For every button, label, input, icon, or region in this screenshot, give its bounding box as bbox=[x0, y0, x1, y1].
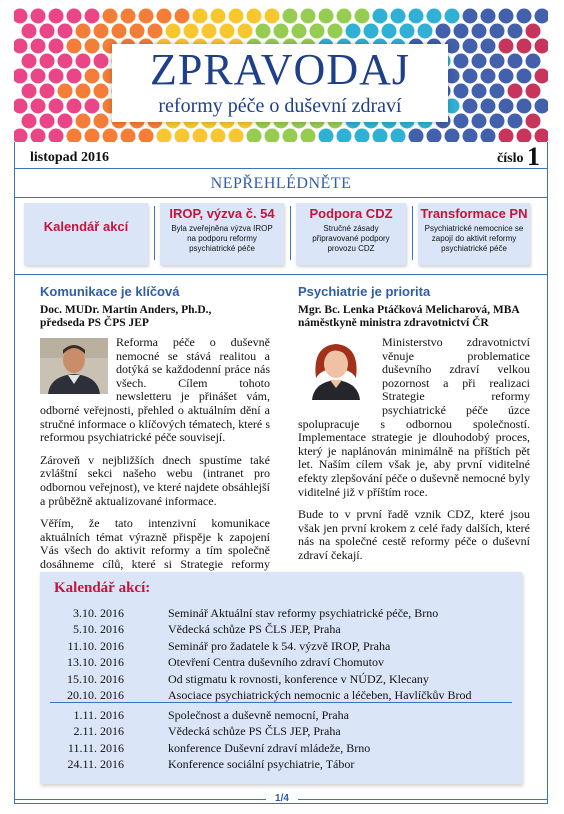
calendar-event[interactable] bbox=[40, 672, 522, 687]
divider bbox=[14, 197, 548, 198]
calendar-event[interactable] bbox=[40, 622, 522, 637]
banner-dot bbox=[400, 24, 415, 39]
event-title: Seminář pro žadatele k 54. výzvě IROP, Praha bbox=[168, 638, 391, 653]
calendar-title: Kalendář akcí: bbox=[54, 580, 151, 596]
article-paragraph: Věřím, že tato intenzivní komunikace aktuálních témat výrazně přispěje k zapojení Vás všech do aktivit reformy a tím společně dosáhneme cílů, které si Strategie reformy bbox=[40, 516, 270, 571]
banner-dot bbox=[490, 24, 505, 39]
card-title: IROP, výzva č. 54 bbox=[169, 206, 275, 221]
banner-dot bbox=[202, 24, 217, 39]
banner-dot bbox=[166, 24, 181, 39]
banner-dot bbox=[328, 24, 343, 39]
banner-dot bbox=[139, 9, 154, 24]
banner-dot bbox=[157, 9, 172, 24]
event-title: Vědecká schůze PS ČLS JEP, Praha bbox=[168, 622, 341, 637]
banner-dot bbox=[85, 39, 100, 54]
author-photo-woman bbox=[298, 338, 374, 400]
banner-dot bbox=[94, 114, 109, 129]
banner-dot bbox=[472, 84, 487, 99]
card-text: Byla zveřejněna výzva IROP na podporu reformy psychiatrické péče bbox=[171, 224, 273, 253]
banner-dot bbox=[193, 9, 208, 24]
banner-dot bbox=[409, 9, 424, 24]
card-title: Transformace PN bbox=[420, 206, 528, 221]
banner-dot bbox=[49, 9, 64, 24]
banner-dot bbox=[22, 24, 37, 39]
banner-dot bbox=[76, 24, 91, 39]
banner-dot bbox=[310, 24, 325, 39]
banner-dot bbox=[292, 24, 307, 39]
banner-dot bbox=[238, 24, 253, 39]
banner-dot bbox=[526, 54, 541, 69]
article-byline bbox=[298, 304, 530, 330]
banner-dot bbox=[481, 99, 496, 114]
banner-dot bbox=[355, 9, 370, 24]
banner-dot bbox=[346, 24, 361, 39]
event-title: Otevření Centra duševního zdraví Chomutov bbox=[168, 655, 384, 670]
byline-role: náměstkyně ministra zdravotnictví ČR bbox=[298, 317, 489, 329]
banner-dot bbox=[94, 84, 109, 99]
banner-dot bbox=[526, 114, 541, 129]
banner-dot bbox=[40, 114, 55, 129]
newsletter-title: ZPRAVODAJ bbox=[149, 45, 411, 94]
issue-row bbox=[30, 142, 540, 171]
card-separator bbox=[412, 206, 413, 260]
banner-dot bbox=[58, 114, 73, 129]
banner-dot bbox=[463, 99, 478, 114]
banner-dot bbox=[283, 9, 298, 24]
banner-dot bbox=[490, 54, 505, 69]
card-text: Psychiatrické nemocnice se zapojí do aktivit reformy psychiatrické péče bbox=[424, 224, 524, 253]
banner-dot bbox=[229, 9, 244, 24]
issue-date: listopad 2016 bbox=[30, 150, 109, 165]
banner-dot bbox=[391, 9, 406, 24]
event-title: Konference sociální psychiatrie, Tábor bbox=[168, 757, 355, 772]
banner-dot bbox=[265, 9, 280, 24]
article-paragraph: Zároveň v nejbližších dnech spustíme také zvláštní sekci našeho webu (intranet pro odbornou veřejnost), ve které najdete obsáhlejší a průběžně aktualizované informace. bbox=[40, 452, 270, 508]
banner-dot bbox=[364, 24, 379, 39]
calendar-event[interactable] bbox=[40, 757, 522, 772]
banner-dot bbox=[31, 9, 46, 24]
calendar-event[interactable] bbox=[40, 655, 522, 670]
issue-label: číslo bbox=[497, 151, 524, 166]
event-title: Společnost a duševně nemocní, Praha bbox=[168, 708, 349, 722]
section-title: NEPŘEHLÉDNĚTE bbox=[210, 175, 352, 192]
banner-dot bbox=[22, 54, 37, 69]
banner-dot bbox=[499, 9, 514, 24]
banner-dot bbox=[382, 24, 397, 39]
banner-dot bbox=[67, 69, 82, 84]
banner-dot bbox=[481, 39, 496, 54]
banner-dot bbox=[490, 114, 505, 129]
banner-dot bbox=[418, 24, 433, 39]
banner-dot bbox=[85, 99, 100, 114]
banner-dot bbox=[472, 54, 487, 69]
banner-dot bbox=[526, 24, 541, 39]
banner-dot bbox=[508, 54, 523, 69]
card-title: Podpora CDZ bbox=[309, 206, 393, 221]
event-title: Vědecká schůze PS ČLS JEP, Praha bbox=[168, 724, 341, 739]
banner-dot bbox=[373, 9, 388, 24]
banner-dot bbox=[463, 39, 478, 54]
banner-dot bbox=[445, 9, 460, 24]
banner-dot bbox=[517, 9, 532, 24]
event-date: 20.10. 2016 bbox=[67, 688, 124, 702]
banner-dot bbox=[454, 114, 469, 129]
event-calendar bbox=[40, 572, 522, 784]
banner-dot bbox=[508, 114, 523, 129]
banner-dot bbox=[58, 24, 73, 39]
issue-number-value: 1 bbox=[527, 142, 540, 171]
event-date: 24.11. 2016 bbox=[67, 757, 124, 772]
banner-dot bbox=[76, 84, 91, 99]
divider bbox=[14, 274, 548, 275]
event-title: Seminář Aktuální stav reformy psychiatrické péče, Brno bbox=[168, 606, 439, 620]
banner-dot bbox=[58, 54, 73, 69]
banner-dot bbox=[40, 84, 55, 99]
banner-dot bbox=[481, 9, 496, 24]
banner-dot bbox=[121, 9, 136, 24]
banner-dot bbox=[436, 24, 451, 39]
banner-dot bbox=[472, 24, 487, 39]
card-calendar[interactable] bbox=[24, 203, 148, 265]
article-paragraph: Bude to v první řadě vznik CDZ, které jsou však jen první krokem z celé řady dalších, které nás na společné cestě reformy péče o duševní zdraví čekají. bbox=[298, 507, 530, 562]
banner-dot bbox=[76, 114, 91, 129]
byline-role: předseda PS ČPS JEP bbox=[40, 317, 149, 329]
banner-dot bbox=[427, 9, 442, 24]
card-cdz[interactable] bbox=[296, 203, 406, 265]
banner-dot bbox=[301, 9, 316, 24]
event-date: 2.11. 2016 bbox=[73, 724, 124, 739]
article-right bbox=[298, 284, 530, 572]
title-box bbox=[112, 44, 448, 122]
banner-dot bbox=[454, 54, 469, 69]
event-date: 11.10. 2016 bbox=[67, 638, 124, 653]
banner-dot bbox=[454, 24, 469, 39]
card-separator bbox=[290, 206, 291, 260]
banner-dot bbox=[211, 9, 226, 24]
banner-dot bbox=[58, 84, 73, 99]
banner-dot bbox=[499, 39, 514, 54]
banner-dot bbox=[85, 69, 100, 84]
newsletter-subtitle: reformy péče o duševní zdraví bbox=[158, 95, 402, 117]
banner-dot bbox=[517, 99, 532, 114]
author-photo-man bbox=[40, 338, 108, 394]
event-date: 5.10. 2016 bbox=[73, 622, 124, 637]
divider bbox=[14, 168, 548, 169]
event-date: 15.10. 2016 bbox=[67, 671, 124, 686]
banner-dot bbox=[517, 39, 532, 54]
article-byline bbox=[40, 304, 270, 330]
banner-dot bbox=[22, 114, 37, 129]
banner-dot bbox=[481, 69, 496, 84]
banner-dot bbox=[337, 9, 352, 24]
article-left bbox=[40, 284, 270, 594]
banner-dot bbox=[67, 99, 82, 114]
banner-dot bbox=[94, 24, 109, 39]
byline-name: Doc. MUDr. Martin Anders, Ph.D., bbox=[40, 304, 212, 316]
banner-dot bbox=[499, 99, 514, 114]
banner-dot bbox=[274, 24, 289, 39]
article-heading: Komunikace je klíčová bbox=[40, 284, 180, 299]
calendar-event[interactable] bbox=[40, 741, 522, 756]
banner-dot bbox=[76, 54, 91, 69]
banner-dot bbox=[256, 24, 271, 39]
calendar-event[interactable] bbox=[40, 708, 522, 723]
event-date: 11.11. 2016 bbox=[67, 740, 124, 755]
banner-dot bbox=[31, 69, 46, 84]
banner-dot bbox=[49, 69, 64, 84]
banner-dot bbox=[22, 84, 37, 99]
event-date: 1.11. 2016 bbox=[73, 708, 124, 722]
banner-dot bbox=[247, 9, 262, 24]
card-irop[interactable] bbox=[160, 203, 284, 265]
calendar-divider bbox=[50, 702, 512, 703]
banner-dot bbox=[490, 84, 505, 99]
calendar-event[interactable] bbox=[40, 606, 522, 621]
event-title: konference Duševní zdraví mládeže, Brno bbox=[168, 740, 371, 755]
card-pn[interactable] bbox=[418, 203, 530, 265]
event-title: Od stigmatu k rovnosti, konference v NÚDZ, Klecany bbox=[168, 671, 429, 686]
event-date: 3.10. 2016 bbox=[73, 606, 124, 620]
banner-dot bbox=[40, 54, 55, 69]
banner-dot bbox=[103, 9, 118, 24]
banner-dot bbox=[463, 69, 478, 84]
event-title: Asociace psychiatrických nemocnic a léčeben, Havlíčkův Brod bbox=[168, 688, 472, 702]
banner-dot bbox=[94, 54, 109, 69]
banner-dot bbox=[49, 39, 64, 54]
banner-dot bbox=[184, 24, 199, 39]
banner-dot bbox=[85, 9, 100, 24]
article-heading: Psychiatrie je priorita bbox=[298, 284, 431, 299]
banner-dot bbox=[220, 24, 235, 39]
article-paragraph: Reforma péče o duševně nemocné se stává realitou a dotýká se každodenní práce nás všech. Cílem tohoto newsletteru je přinášet vám, odborné veřejnosti, přehled o aktuálním dění a stručné informace o klíčových tématech, které s reformou psychiatrické péče souvisejí. bbox=[40, 335, 270, 445]
banner-dot bbox=[49, 99, 64, 114]
banner-dot bbox=[517, 69, 532, 84]
banner-dot bbox=[463, 9, 478, 24]
banner-dot bbox=[31, 99, 46, 114]
card-title: Kalendář akcí bbox=[43, 219, 129, 234]
banner-dot bbox=[526, 84, 541, 99]
banner-dot bbox=[454, 84, 469, 99]
calendar-event[interactable] bbox=[40, 639, 522, 654]
banner-dot bbox=[67, 9, 82, 24]
banner-dot bbox=[319, 9, 334, 24]
page-number: 1/4 bbox=[275, 793, 289, 804]
banner-dot bbox=[130, 24, 145, 39]
event-date: 13.10. 2016 bbox=[67, 655, 124, 670]
banner-dot bbox=[40, 24, 55, 39]
article-paragraph: Ministerstvo zdravotnictví věnuje problematice duševního zdraví velkou pozornost a při realizaci Strategie reformy psychiatrické péče úzce spolupracuje s odbornou společností. Implementace strategie je dlouhodobý proces, který je naplánován minimálně na příštích pět let. Naším cílem však je, aby první viditelné efekty zlepšování péče o duševně nemocné byly viditelné již v příštím roce. bbox=[298, 335, 530, 499]
banner-dot bbox=[175, 9, 190, 24]
byline-name: Mgr. Bc. Lenka Ptáčková Melicharová, MBA bbox=[298, 304, 520, 316]
banner-dot bbox=[67, 39, 82, 54]
banner-dot bbox=[508, 84, 523, 99]
banner-dot bbox=[472, 114, 487, 129]
calendar-event[interactable] bbox=[40, 724, 522, 739]
banner-dot bbox=[31, 39, 46, 54]
calendar-event[interactable] bbox=[40, 688, 522, 703]
banner-dot bbox=[112, 24, 127, 39]
card-separator bbox=[154, 206, 155, 260]
banner-dot bbox=[508, 24, 523, 39]
banner-dot bbox=[499, 69, 514, 84]
banner-dot bbox=[148, 24, 163, 39]
card-text: Stručné zásady připravované podpory provozu CDZ bbox=[312, 224, 390, 253]
